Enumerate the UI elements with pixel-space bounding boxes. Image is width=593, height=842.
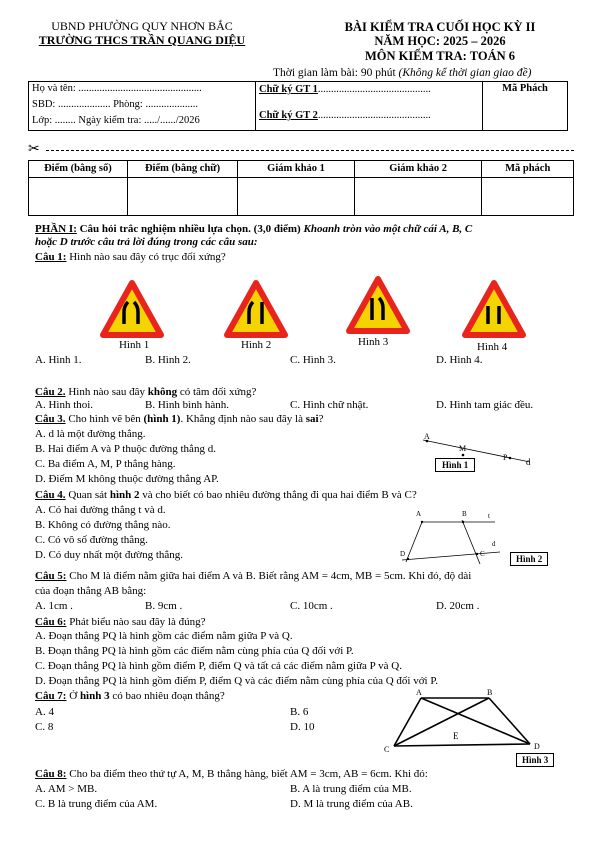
exam-duration: Thời gian làm bài: 90 phút (Không kể thời gian giao đề): [273, 67, 532, 79]
sign-caption: Hình 4: [477, 341, 508, 353]
answer-option[interactable]: B. Hình 2.: [145, 354, 191, 366]
score-header: Giám khảo 2: [354, 161, 482, 178]
score-header: Giám khảo 1: [238, 161, 355, 178]
road-sign-3-icon: [346, 276, 410, 334]
answer-option[interactable]: B. Hình bình hành.: [145, 399, 230, 411]
question-2: Câu 2. Hình nào sau đây không có tâm đối xứng?: [35, 386, 257, 398]
point-label: D: [400, 550, 406, 558]
examiner-1-cell[interactable]: [238, 178, 355, 216]
answer-option[interactable]: B. 9cm .: [145, 600, 183, 612]
question-5-line2: của đoạn thẳng AB bằng:: [35, 585, 147, 597]
point-label: A: [416, 688, 422, 697]
answer-option[interactable]: D. Đoạn thẳng PQ là hình gồm điểm P, điểm Q và các điểm nằm cùng phía của Q đối với P.: [35, 675, 438, 687]
question-6: Câu 6: Phát biểu nào sau đây là đúng?: [35, 616, 206, 628]
answer-option[interactable]: C. Ba điểm A, M, P thẳng hàng.: [35, 458, 176, 470]
point-label: B: [487, 688, 493, 697]
answer-option[interactable]: C. 10cm .: [290, 600, 333, 612]
answer-option[interactable]: B. Không có đường thẳng nào.: [35, 519, 171, 531]
exam-subject: MÔN KIỂM TRA: TOÁN 6: [364, 48, 515, 63]
point-label: M: [459, 444, 467, 453]
answer-option[interactable]: A. d là một đường thẳng.: [35, 428, 146, 440]
road-sign-2-icon: [224, 280, 288, 338]
question-4: Câu 4. Quan sát hình 2 và cho biết có bao nhiêu đường thẳng đi qua hai điểm B và C?: [35, 489, 417, 501]
score-words-cell[interactable]: [127, 178, 237, 216]
answer-option[interactable]: A. Hình 1.: [35, 354, 82, 366]
answer-option[interactable]: D. 10: [290, 721, 315, 733]
sign-caption: Hình 1: [119, 339, 150, 351]
sbd-field[interactable]: SBD: .................... Phòng: ....................: [32, 99, 198, 111]
examiner-2-cell[interactable]: [354, 178, 482, 216]
point-label: E: [453, 731, 459, 741]
signature-2-field[interactable]: ...........................................: [317, 110, 431, 122]
point-label: P: [503, 453, 508, 462]
answer-option[interactable]: A. Có hai đường thẳng t và d.: [35, 504, 166, 516]
answer-option[interactable]: C. B là trung điểm của AM.: [35, 798, 158, 810]
answer-option[interactable]: C. Có vô số đường thẳng.: [35, 534, 148, 546]
answer-option[interactable]: A. Hình thoi.: [35, 399, 94, 411]
school-year: NĂM HỌC: 2025 – 2026: [374, 34, 506, 49]
figure-3-diagram: [380, 690, 540, 760]
signature-2-label: Chữ ký GT 2: [259, 110, 318, 122]
answer-option[interactable]: D. Điểm M không thuộc đường thẳng AP.: [35, 473, 219, 485]
answer-option[interactable]: A. 4: [35, 706, 54, 718]
figure-1-label: Hình 1: [435, 458, 475, 472]
answer-option[interactable]: D. 20cm .: [436, 600, 480, 612]
point-label: A: [424, 432, 430, 441]
code-label: Mã Phách: [502, 83, 548, 94]
answer-option[interactable]: B. Hai điểm A và P thuộc đường thẳng d.: [35, 443, 216, 455]
signature-1-label: Chữ ký GT 1: [259, 84, 318, 95]
cut-line: [46, 150, 574, 151]
road-sign-1-icon: [100, 280, 164, 338]
point-label: C: [384, 745, 390, 754]
score-header: Mã phách: [482, 161, 574, 178]
question-1-text: Hình nào sau đây có trục đối xứng?: [66, 251, 226, 263]
answer-option[interactable]: B. Đoạn thẳng PQ là hình gồm các điểm nằm cùng phía của Q đối với P.: [35, 645, 354, 657]
answer-option[interactable]: D. Hình tam giác đều.: [436, 399, 534, 411]
score-header: Điểm (bằng số): [29, 161, 128, 178]
answer-option[interactable]: C. 8: [35, 721, 54, 733]
score-number-cell[interactable]: [29, 178, 128, 216]
point-label: B: [462, 510, 467, 518]
part1-title: PHẦN I: Câu hỏi trắc nghiệm nhiều lựa chọn. (3,0 điểm) Khoanh tròn vào một chữ cái A, B, C: [35, 223, 473, 235]
figure-2-label: Hình 2: [510, 552, 548, 566]
sign-caption: Hình 2: [241, 339, 272, 351]
signature-cell: [256, 82, 483, 131]
student-info-table: [28, 81, 568, 131]
question-3: Câu 3. Cho hình vẽ bên (hình 1). Khẳng định nào sau đây là sai?: [35, 413, 324, 425]
answer-option[interactable]: C. Hình 3.: [290, 354, 336, 366]
part1-instruction: hoặc D trước câu trả lời đúng trong các câu sau:: [35, 236, 258, 248]
class-date-field[interactable]: Lớp: ........ Ngày kiểm tra: ...../....../2026: [32, 115, 200, 127]
school-name: TRƯỜNG THCS TRẦN QUANG DIỆU: [38, 32, 246, 47]
line-label: d: [492, 540, 496, 548]
answer-option[interactable]: D. Hình 4.: [436, 354, 483, 366]
question-1-label: Câu 1:: [35, 251, 67, 263]
line-label: t: [488, 512, 490, 520]
exam-title: BÀI KIỂM TRA CUỐI HỌC KỲ II: [344, 20, 536, 34]
scissors-icon: ✂: [28, 142, 40, 157]
line-label: d: [526, 457, 531, 467]
question-7: Câu 7: Ở hình 3 có bao nhiêu đoạn thẳng?: [35, 690, 225, 702]
score-table: [28, 160, 574, 216]
question-1: [35, 251, 226, 264]
answer-option[interactable]: D. M là trung điểm của AB.: [290, 798, 413, 810]
road-sign-4-icon: [462, 280, 526, 338]
student-info-cell: [29, 82, 256, 131]
code-cell: [483, 82, 568, 131]
exam-heading: [300, 20, 580, 63]
question-8: Câu 8: Cho ba điểm theo thứ tự A, M, B thẳng hàng, biết AM = 3cm, AB = 6cm. Khi đó:: [35, 768, 428, 780]
answer-option[interactable]: B. 6: [290, 706, 309, 718]
figure-2-diagram: [400, 512, 505, 567]
signature-1-field[interactable]: ...........................................: [317, 84, 431, 95]
answer-option[interactable]: A. Đoạn thẳng PQ là hình gồm các điểm nằm giữa P và Q.: [35, 630, 293, 642]
ward-name: UBND PHƯỜNG QUY NHƠN BẮC TRƯỜNG THCS TRẦN QUANG DIỆU: [22, 20, 262, 48]
figure-3-label: Hình 3: [516, 753, 554, 767]
score-header: Điểm (bằng chữ): [127, 161, 237, 178]
point-label: C: [480, 550, 485, 558]
code-value-cell[interactable]: [482, 178, 574, 216]
answer-option[interactable]: C. Đoạn thẳng PQ là hình gồm điểm P, điểm Q và tất cả các điểm nằm giữa P và Q.: [35, 660, 402, 672]
point-label: A: [416, 510, 422, 518]
sign-caption: Hình 3: [358, 336, 389, 348]
answer-option[interactable]: A. 1cm .: [35, 600, 73, 612]
point-label: D: [534, 742, 540, 751]
name-field[interactable]: Họ và tên: ...............................................: [32, 83, 202, 94]
answer-option[interactable]: A. AM > MB.: [35, 783, 98, 795]
answer-option[interactable]: C. Hình chữ nhật.: [290, 399, 369, 411]
question-5: Câu 5: Cho M là điểm nằm giữa hai điểm A và B. Biết rằng AM = 4cm, MB = 5cm. Khi đó, độ dài: [35, 570, 472, 582]
answer-option[interactable]: B. A là trung điểm của MB.: [290, 783, 412, 795]
answer-option[interactable]: D. Có duy nhất một đường thẳng.: [35, 549, 184, 561]
